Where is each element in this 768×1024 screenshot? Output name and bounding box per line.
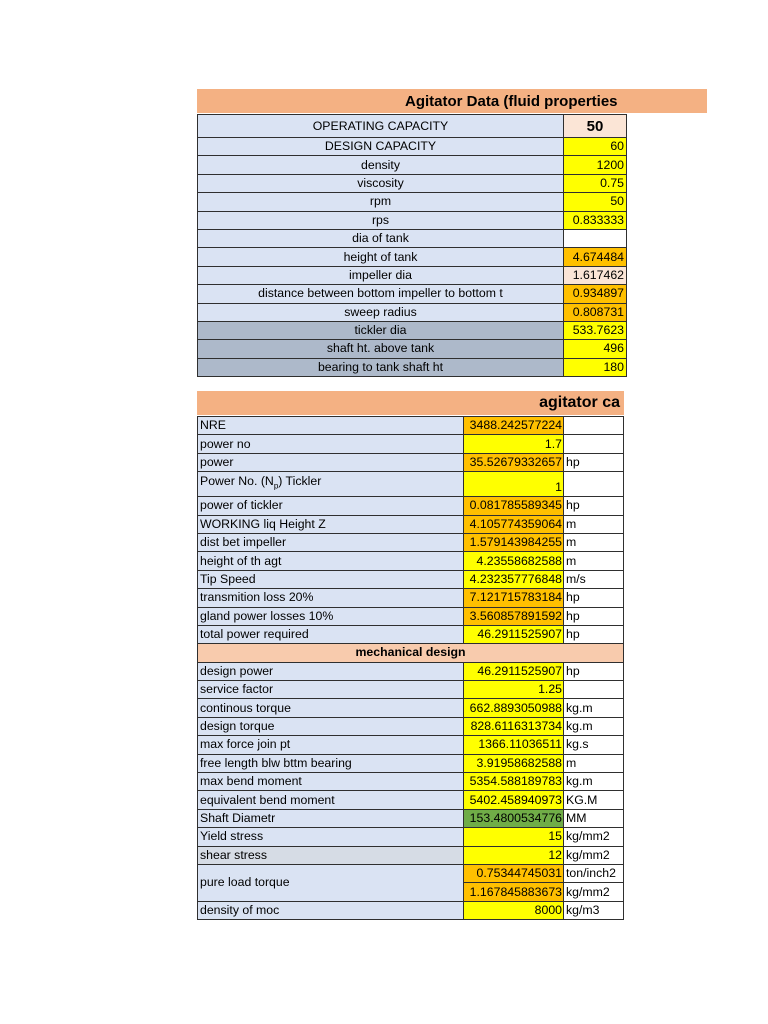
- table-row: [198, 266, 627, 284]
- table-row: [198, 864, 624, 882]
- agitator-calc-table: [197, 416, 624, 920]
- cell-label[interactable]: free length blw bttm bearing: [198, 754, 464, 772]
- cell-label[interactable]: density: [198, 156, 564, 174]
- cell-value[interactable]: 1.7: [464, 435, 564, 453]
- table-row: [198, 453, 624, 471]
- table-row: [198, 321, 627, 339]
- cell-label[interactable]: tickler dia: [198, 321, 564, 339]
- agitator-calc-header: [197, 391, 624, 415]
- cell-value[interactable]: 153.4800534776: [464, 809, 564, 827]
- cell-label[interactable]: total power required: [198, 625, 464, 643]
- cell-value[interactable]: 496: [564, 340, 627, 358]
- cell-label[interactable]: [198, 472, 464, 497]
- cell-unit[interactable]: kg/mm2: [564, 828, 624, 846]
- cell-unit[interactable]: MM: [564, 809, 624, 827]
- cell-label[interactable]: dia of tank: [198, 229, 564, 247]
- cell-unit[interactable]: hp: [564, 662, 624, 680]
- table-row: [198, 846, 624, 864]
- cell-unit[interactable]: m: [564, 533, 624, 551]
- table-row: [198, 340, 627, 358]
- table-row: [198, 358, 627, 376]
- cell-value[interactable]: 46.2911525907: [464, 625, 564, 643]
- cell-unit[interactable]: kg/mm2: [564, 846, 624, 864]
- cell-value[interactable]: [564, 229, 627, 247]
- cell-value[interactable]: 0.75: [564, 174, 627, 192]
- cell-unit[interactable]: KG.M: [564, 791, 624, 809]
- fluid-properties-header: [197, 89, 707, 113]
- cell-label[interactable]: sweep radius: [198, 303, 564, 321]
- table-row: [198, 515, 624, 533]
- cell-label[interactable]: power of tickler: [198, 497, 464, 515]
- table-row: [198, 156, 627, 174]
- cell-label[interactable]: Yield stress: [198, 828, 464, 846]
- cell-unit[interactable]: [564, 472, 624, 497]
- cell-label[interactable]: dist bet impeller: [198, 533, 464, 551]
- cell-value[interactable]: 1.579143984255: [464, 533, 564, 551]
- cell-label[interactable]: DESIGN CAPACITY: [198, 138, 564, 156]
- cell-value[interactable]: 3.91958682588: [464, 754, 564, 772]
- table-row: [198, 607, 624, 625]
- cell-value[interactable]: 1200: [564, 156, 627, 174]
- cell-value[interactable]: 4.105774359064: [464, 515, 564, 533]
- cell-label[interactable]: continous torque: [198, 699, 464, 717]
- table-row: [198, 552, 624, 570]
- cell-label[interactable]: WORKING liq Height Z: [198, 515, 464, 533]
- cell-unit[interactable]: m: [564, 552, 624, 570]
- table-row: [198, 248, 627, 266]
- cell-value[interactable]: 4.674484: [564, 248, 627, 266]
- table-row: [198, 791, 624, 809]
- cell-unit[interactable]: m: [564, 515, 624, 533]
- table-row: [198, 138, 627, 156]
- cell-label[interactable]: viscosity: [198, 174, 564, 192]
- table-row: [198, 285, 627, 303]
- mechanical-design-header[interactable]: mechanical design: [198, 644, 624, 662]
- cell-value[interactable]: 3488.242577224: [464, 417, 564, 435]
- cell-label[interactable]: distance between bottom impeller to bottom t: [198, 285, 564, 303]
- cell-value[interactable]: 4.23558682588: [464, 552, 564, 570]
- fluid-properties-table: [197, 114, 627, 377]
- tickler-label-subscript: p: [273, 481, 279, 491]
- table-row: [198, 901, 624, 919]
- table-row: [198, 754, 624, 772]
- cell-value[interactable]: 4.232357776848: [464, 570, 564, 588]
- cell-label[interactable]: height of th agt: [198, 552, 464, 570]
- cell-value[interactable]: 180: [564, 358, 627, 376]
- cell-value[interactable]: 1.25: [464, 681, 564, 699]
- table-row: [198, 570, 624, 588]
- cell-unit[interactable]: kg.m: [564, 717, 624, 735]
- cell-value[interactable]: 0.75344745031: [464, 864, 564, 882]
- cell-label[interactable]: power no: [198, 435, 464, 453]
- table-row: [198, 717, 624, 735]
- cell-label[interactable]: design power: [198, 662, 464, 680]
- cell-value[interactable]: 5402.458940973: [464, 791, 564, 809]
- fluid-properties-title: Agitator Data (fluid properties: [405, 92, 618, 110]
- agitator-calc-title: agitator ca: [539, 394, 620, 411]
- cell-label[interactable]: power: [198, 453, 464, 471]
- cell-value[interactable]: 46.2911525907: [464, 662, 564, 680]
- table-row: [198, 211, 627, 229]
- section-row: [198, 644, 624, 662]
- table-row: [198, 662, 624, 680]
- table-row: [198, 773, 624, 791]
- cell-value[interactable]: 1.167845883673: [464, 883, 564, 901]
- cell-value[interactable]: 8000: [464, 901, 564, 919]
- cell-label[interactable]: shear stress: [198, 846, 464, 864]
- table-row: [198, 736, 624, 754]
- cell-unit[interactable]: kg.s: [564, 736, 624, 754]
- table-row: [198, 472, 624, 497]
- table-row: [198, 681, 624, 699]
- cell-label[interactable]: max bend moment: [198, 773, 464, 791]
- table-row: [198, 809, 624, 827]
- cell-value[interactable]: 12: [464, 846, 564, 864]
- cell-value[interactable]: 0.934897: [564, 285, 627, 303]
- table-row: [198, 435, 624, 453]
- cell-unit[interactable]: [564, 417, 624, 435]
- cell-value[interactable]: 1366.11036511: [464, 736, 564, 754]
- cell-unit[interactable]: hp: [564, 625, 624, 643]
- cell-label[interactable]: bearing to tank shaft ht: [198, 358, 564, 376]
- cell-unit[interactable]: m/s: [564, 570, 624, 588]
- cell-value[interactable]: 0.808731: [564, 303, 627, 321]
- table-row: [198, 193, 627, 211]
- cell-label[interactable]: impeller dia: [198, 266, 564, 284]
- cell-unit[interactable]: hp: [564, 497, 624, 515]
- table-row: [198, 625, 624, 643]
- tickler-label-prefix: Power No. (N: [200, 474, 274, 489]
- tickler-label-suffix: ) Tickler: [278, 474, 322, 489]
- cell-value[interactable]: 1: [464, 472, 564, 497]
- table-row: [198, 115, 627, 138]
- cell-label[interactable]: Tip Speed: [198, 570, 464, 588]
- cell-label[interactable]: transmition loss 20%: [198, 589, 464, 607]
- cell-value[interactable]: 828.6116313734: [464, 717, 564, 735]
- table-row: [198, 303, 627, 321]
- cell-label[interactable]: gland power losses 10%: [198, 607, 464, 625]
- cell-unit[interactable]: [564, 681, 624, 699]
- cell-value[interactable]: 50: [564, 115, 627, 138]
- table-row: [198, 533, 624, 551]
- cell-label[interactable]: equivalent bend moment: [198, 791, 464, 809]
- cell-value[interactable]: 0.833333: [564, 211, 627, 229]
- cell-value[interactable]: 3.560857891592: [464, 607, 564, 625]
- cell-value[interactable]: 60: [564, 138, 627, 156]
- cell-value[interactable]: 7.121715783184: [464, 589, 564, 607]
- cell-label[interactable]: design torque: [198, 717, 464, 735]
- cell-unit[interactable]: [564, 435, 624, 453]
- cell-unit[interactable]: hp: [564, 453, 624, 471]
- cell-unit[interactable]: kg/mm2: [564, 883, 624, 901]
- cell-label[interactable]: height of tank: [198, 248, 564, 266]
- table-row: [198, 417, 624, 435]
- cell-label[interactable]: density of moc: [198, 901, 464, 919]
- cell-value[interactable]: 15: [464, 828, 564, 846]
- cell-label[interactable]: OPERATING CAPACITY: [198, 115, 564, 138]
- cell-unit[interactable]: m: [564, 754, 624, 772]
- cell-label[interactable]: Shaft Diametr: [198, 809, 464, 827]
- table-row: [198, 699, 624, 717]
- cell-unit[interactable]: kg.m: [564, 699, 624, 717]
- table-row: [198, 229, 627, 247]
- cell-value[interactable]: 0.081785589345: [464, 497, 564, 515]
- cell-unit[interactable]: hp: [564, 589, 624, 607]
- cell-unit[interactable]: hp: [564, 607, 624, 625]
- cell-unit[interactable]: ton/inch2: [564, 864, 624, 882]
- cell-value[interactable]: 662.8893050988: [464, 699, 564, 717]
- cell-label[interactable]: rpm: [198, 193, 564, 211]
- table-row: [198, 589, 624, 607]
- cell-value[interactable]: 1.617462: [564, 266, 627, 284]
- table-row: [198, 174, 627, 192]
- cell-label[interactable]: pure load torque: [198, 864, 464, 901]
- cell-value[interactable]: 50: [564, 193, 627, 211]
- cell-label[interactable]: shaft ht. above tank: [198, 340, 564, 358]
- cell-label[interactable]: service factor: [198, 681, 464, 699]
- cell-value[interactable]: 35.52679332657: [464, 453, 564, 471]
- cell-unit[interactable]: kg/m3: [564, 901, 624, 919]
- table-row: [198, 497, 624, 515]
- cell-value[interactable]: 533.7623: [564, 321, 627, 339]
- cell-value[interactable]: 5354.588189783: [464, 773, 564, 791]
- cell-label[interactable]: NRE: [198, 417, 464, 435]
- cell-label[interactable]: max force join pt: [198, 736, 464, 754]
- table-row: [198, 828, 624, 846]
- cell-label[interactable]: rps: [198, 211, 564, 229]
- cell-unit[interactable]: kg.m: [564, 773, 624, 791]
